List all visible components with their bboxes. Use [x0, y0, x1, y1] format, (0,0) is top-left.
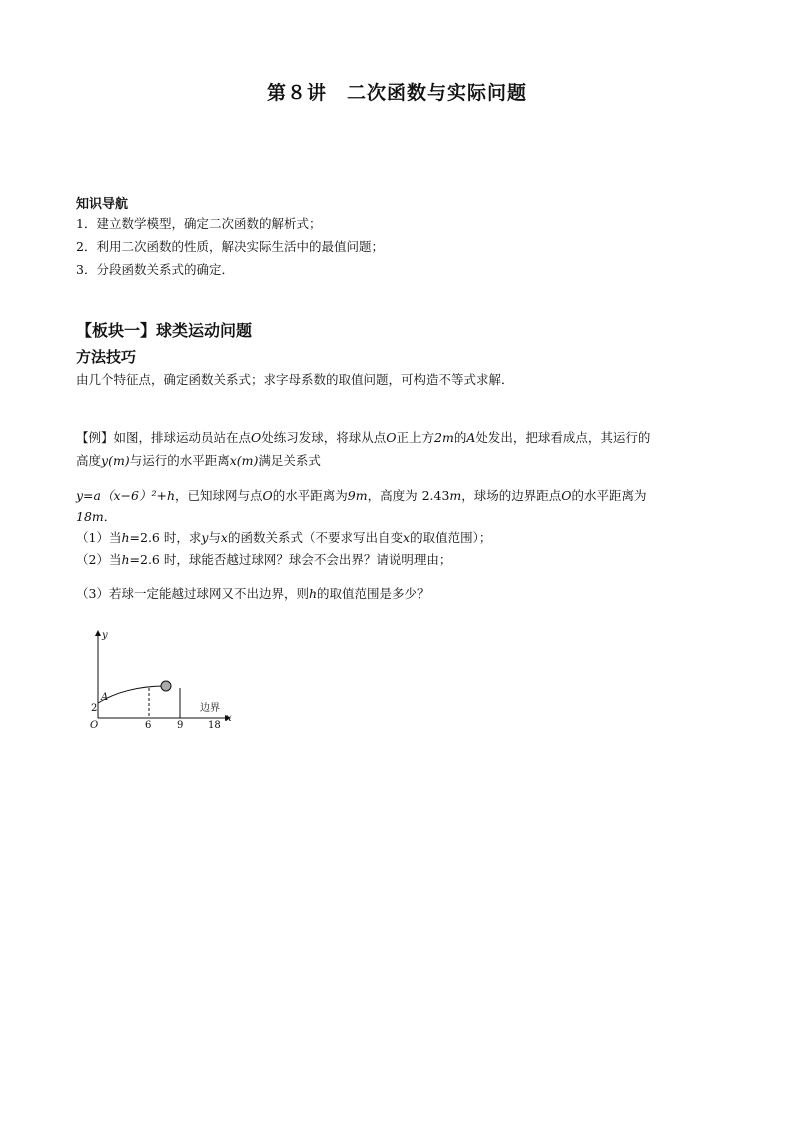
origin-label: O [90, 720, 99, 731]
example-line-2: 高度y(m)与运行的水平距离x(m)满足关系式 [76, 453, 321, 468]
trajectory-figure [82, 626, 242, 736]
question-2: （2）当h=2.6 时，球能否越过球网？球会不会出界？请说明理由； [76, 552, 452, 567]
example-line-1: 【例】如图，排球运动员站在点O处练习发球，将球从点O正上方2m的A处发出，把球看成点，其运行的 [76, 430, 651, 445]
method-text: 由几个特征点，确定函数关系式；求字母系数的取值问题，可构造不等式求解． [76, 372, 514, 387]
knowledge-item-1: 1．建立数学模型，确定二次函数的解析式； [76, 216, 322, 231]
example-line-3: y=a（x−6）²+h，已知球网与点O的水平距离为9m，高度为 2.43m，球场的边界距点O的水平距离为 [76, 488, 647, 503]
y-axis-label: y [102, 630, 108, 641]
x-tick-18: 18 [208, 720, 221, 731]
formula: y=a（x−6）²+h [76, 488, 175, 503]
knowledge-item-3: 3．分段函数关系式的确定． [76, 262, 234, 277]
page-title: 第８讲 二次函数与实际问题 [266, 82, 527, 104]
question-1: （1）当h=2.6 时，求y与x的函数关系式（不要求写出自变x的取值范围）； [76, 530, 492, 545]
ball-icon [161, 681, 171, 691]
knowledge-item-2: 2．利用二次函数的性质，解决实际生活中的最值问题； [76, 239, 384, 254]
x-tick-9: 9 [177, 720, 184, 731]
method-heading: 方法技巧 [76, 348, 137, 366]
point-a-label: A [101, 692, 109, 703]
y-tick-2: 2 [91, 703, 98, 714]
question-3: （3）若球一定能越过球网又不出边界，则h的取值范围是多少？ [76, 586, 430, 601]
example-line-4: 18m． [76, 509, 117, 524]
section-heading: 【板块一】球类运动问题 [76, 321, 253, 340]
knowledge-nav-heading: 知识导航 [76, 197, 129, 212]
x-tick-6: 6 [145, 720, 152, 731]
x-axis-label: x [226, 713, 232, 724]
boundary-label: 边界 [200, 703, 220, 714]
